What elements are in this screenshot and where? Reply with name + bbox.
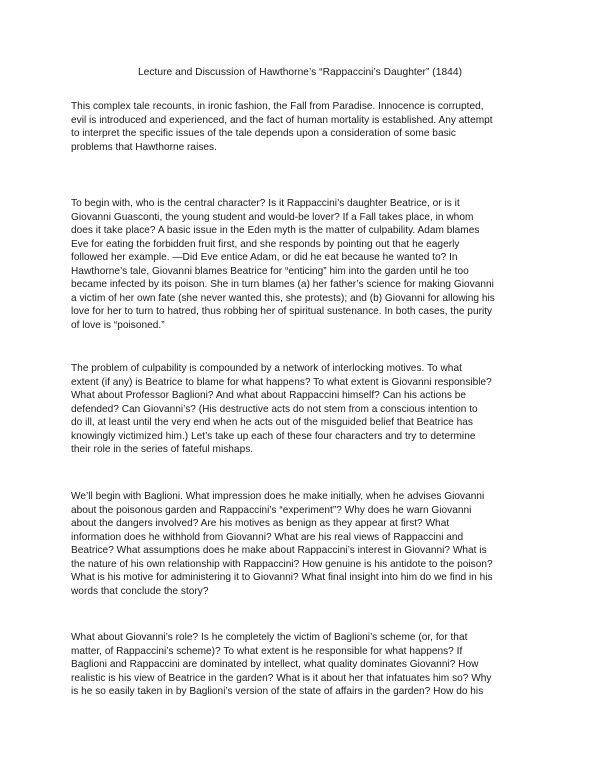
paragraph-line: matter, of Rappaccini’s scheme)? To what extent is he responsible for what happens? If (71, 645, 463, 657)
paragraph-line: realistic is his view of Beatrice in the garden? What is it about her that infatuates him so? Why (71, 672, 492, 684)
paragraph-line: Eve for eating the forbidden fruit first, and she responds by pointing out that he eagerly (71, 238, 460, 250)
paragraph-culpability (71, 362, 533, 457)
paragraph-line: a victim of her own fate (she never wanted this, she protests); and (b) Giovanni for allowing his (71, 292, 495, 304)
paragraph-line: knowingly victimized him.) Let’s take up each of these four characters and try to determine (71, 430, 476, 442)
paragraph-line: What about Giovanni’s role? Is he completely the victim of Baglioni’s scheme (or, for that (71, 632, 468, 643)
paragraph-line: does it take place? A basic issue in the Eden myth is the matter of culpability. Adam blames (71, 225, 480, 237)
paragraph-line: became infected by its poison. She in turn blames (a) her father’s science for making Giovanni (71, 279, 494, 291)
paragraph-line: This complex tale recounts, in ironic fashion, the Fall from Paradise. Innocence is corrupted, (71, 101, 484, 112)
paragraph-line: to interpret the specific issues of the tale depends upon a consideration of some basic (71, 128, 456, 140)
paragraph-line: What about Professor Baglioni? And what about Rappaccini himself? Can his actions be (71, 390, 467, 402)
paragraph-line: followed her example. —Did Eve entice Adam, or did he eat because he wanted to? In (71, 252, 458, 264)
paragraph-baglioni (71, 490, 533, 598)
paragraph-line: What is his motive for administering it to Giovanni? What final insight into him do we find in his (71, 572, 493, 584)
paragraph-line: love for her to turn to hatred, thus robbing her of spiritual sustenance. In both cases, the purity (71, 306, 493, 318)
paragraph-intro (71, 100, 533, 154)
document-title: Lecture and Discussion of Hawthorne’s “Rappaccini’s Daughter” (1844) (137, 67, 463, 78)
paragraph-central-character (71, 197, 533, 332)
paragraph-line: problems that Hawthorne raises. (71, 141, 217, 153)
paragraph-line: Giovanni Guasconti, the young student and would-be lover? If a Fall takes place, in whom (71, 211, 474, 223)
paragraph-line: of love is “poisoned.” (71, 319, 165, 331)
paragraph-line: Hawthorne’s tale, Giovanni blames Beatrice for “enticing” him into the garden until he too (71, 265, 469, 277)
paragraph-line: words that conclude the story? (71, 585, 209, 597)
paragraph-giovanni (71, 631, 533, 699)
paragraph-line: about the poisonous garden and Rappaccini’s “experiment”? Why does he warn Giovanni (71, 504, 472, 516)
paragraph-line: extent (if any) is Beatrice to blame for what happens? To what extent is Giovanni responsible? (71, 376, 492, 388)
paragraph-line: The problem of culpability is compounded by a network of interlocking motives. To what (71, 363, 462, 374)
paragraph-line: their role in the series of fateful mishaps. (71, 444, 254, 456)
paragraph-line: information does he withhold from Giovanni? What are his real views of Rappaccini and (71, 531, 464, 543)
paragraph-line: Baglioni and Rappaccini are dominated by intellect, what quality dominates Giovanni? How (71, 659, 479, 671)
paragraph-line: is he so easily taken in by Baglioni’s version of the state of affairs in the garden? How do his (71, 686, 484, 698)
paragraph-line: We’ll begin with Baglioni. What impression does he make initially, when he advises Giovanni (71, 491, 485, 502)
paragraph-line: defended? Can Giovanni’s? (His destructive acts do not stem from a conscious intention to (71, 403, 478, 415)
paragraph-line: evil is introduced and experienced, and the fact of human mortality is established. Any attempt (71, 114, 493, 126)
paragraph-line: do ill, at least until the very end when he acts out of the misguided belief that Beatrice has (71, 417, 473, 429)
paragraph-line: Beatrice? What assumptions does he make about Rappaccini’s interest in Giovanni? What is (71, 545, 487, 557)
paragraph-line: To begin with, who is the central character? Is it Rappaccini’s daughter Beatrice, or is it (71, 198, 460, 209)
paragraph-line: the nature of his own relationship with Rappaccini? How genuine is his antidote to the poison? (71, 558, 493, 570)
paragraph-line: about the dangers involved? Are his motives as benign as they appear at first? What (71, 518, 450, 530)
